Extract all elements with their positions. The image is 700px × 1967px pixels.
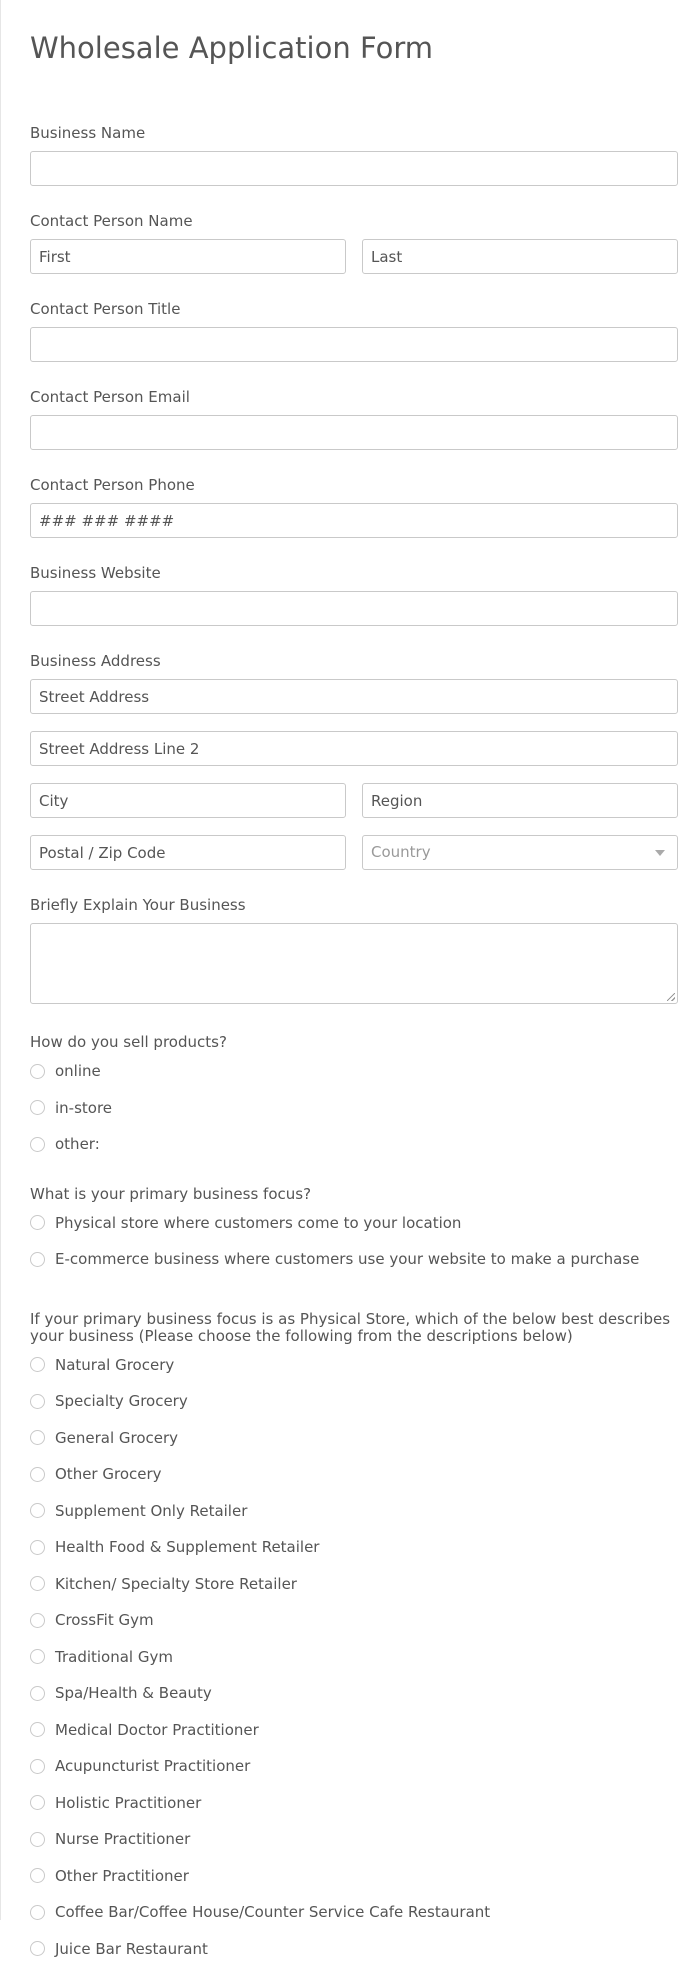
- postal-code-input[interactable]: [30, 835, 346, 870]
- radio-button[interactable]: [30, 1722, 45, 1737]
- store-type-option[interactable]: [30, 1347, 678, 1384]
- store-type-option[interactable]: [30, 1493, 678, 1530]
- store-type-option[interactable]: [30, 1894, 678, 1931]
- store-type-option[interactable]: [30, 1420, 678, 1457]
- radio-button[interactable]: [30, 1613, 45, 1628]
- radio-button[interactable]: [30, 1941, 45, 1956]
- contact-title-input[interactable]: [30, 327, 678, 362]
- radio-label: other:: [55, 1135, 100, 1153]
- store-type-option[interactable]: [30, 1931, 678, 1967]
- contact-phone-label: Contact Person Phone: [30, 475, 678, 495]
- store-type-option[interactable]: [30, 1529, 678, 1566]
- radio-button[interactable]: [30, 1832, 45, 1847]
- radio-label: Other Grocery: [55, 1465, 162, 1483]
- radio-label: online: [55, 1062, 101, 1080]
- radio-button[interactable]: [30, 1503, 45, 1518]
- business-address-label: Business Address: [30, 651, 678, 671]
- radio-button[interactable]: [30, 1064, 45, 1079]
- chevron-down-icon: [655, 850, 665, 856]
- country-select-value: Country: [371, 843, 431, 861]
- radio-label: Acupuncturist Practitioner: [55, 1757, 250, 1775]
- radio-label: Supplement Only Retailer: [55, 1502, 247, 1520]
- radio-button[interactable]: [30, 1905, 45, 1920]
- store-type-option[interactable]: [30, 1748, 678, 1785]
- primary-focus-label: What is your primary business focus?: [30, 1186, 678, 1203]
- radio-label: Kitchen/ Specialty Store Retailer: [55, 1575, 297, 1593]
- radio-button[interactable]: [30, 1759, 45, 1774]
- first-name-input[interactable]: [30, 239, 346, 274]
- radio-button[interactable]: [30, 1252, 45, 1267]
- region-input[interactable]: [362, 783, 678, 818]
- radio-label: Natural Grocery: [55, 1356, 174, 1374]
- radio-label: Coffee Bar/Coffee House/Counter Service Cafe Restaurant: [55, 1903, 490, 1921]
- store-type-option[interactable]: [30, 1639, 678, 1676]
- store-type-option[interactable]: [30, 1383, 678, 1420]
- radio-label: Traditional Gym: [55, 1648, 173, 1666]
- physical-store-type-field: [30, 1311, 678, 1967]
- radio-button[interactable]: [30, 1540, 45, 1555]
- store-type-option[interactable]: [30, 1712, 678, 1749]
- contact-title-label: Contact Person Title: [30, 299, 678, 319]
- radio-button[interactable]: [30, 1868, 45, 1883]
- physical-store-type-label: If your primary business focus is as Physical Store, which of the below best describes your business (Please choose the following from the descriptions below): [30, 1311, 678, 1345]
- radio-label: Holistic Practitioner: [55, 1794, 201, 1812]
- contact-name-row: [30, 239, 678, 274]
- contact-title-field: [30, 299, 678, 362]
- last-name-input[interactable]: [362, 239, 678, 274]
- radio-label: Specialty Grocery: [55, 1392, 188, 1410]
- business-name-field: [30, 123, 678, 186]
- radio-button[interactable]: [30, 1686, 45, 1701]
- radio-label: Nurse Practitioner: [55, 1830, 190, 1848]
- business-website-label: Business Website: [30, 563, 678, 583]
- radio-label: Juice Bar Restaurant: [55, 1940, 208, 1958]
- primary-focus-field: [30, 1186, 678, 1278]
- store-type-option[interactable]: [30, 1566, 678, 1603]
- contact-phone-field: [30, 475, 678, 538]
- street-address-input[interactable]: [30, 679, 678, 714]
- form-title: Wholesale Application Form: [30, 0, 678, 90]
- radio-label: General Grocery: [55, 1429, 178, 1447]
- radio-button[interactable]: [30, 1394, 45, 1409]
- radio-button[interactable]: [30, 1215, 45, 1230]
- store-type-option[interactable]: [30, 1602, 678, 1639]
- radio-label: CrossFit Gym: [55, 1611, 154, 1629]
- contact-email-field: [30, 387, 678, 450]
- explain-business-field: [30, 895, 678, 1004]
- wholesale-form: [1, 0, 678, 1967]
- store-type-option[interactable]: [30, 1821, 678, 1858]
- radio-button[interactable]: [30, 1357, 45, 1372]
- business-website-field: [30, 563, 678, 626]
- store-type-option[interactable]: [30, 1785, 678, 1822]
- radio-button[interactable]: [30, 1467, 45, 1482]
- postal-country-row: [30, 835, 678, 870]
- radio-button[interactable]: [30, 1576, 45, 1591]
- resize-grip-icon[interactable]: [667, 993, 675, 1001]
- radio-button[interactable]: [30, 1430, 45, 1445]
- radio-button[interactable]: [30, 1795, 45, 1810]
- business-website-input[interactable]: [30, 591, 678, 626]
- sell-products-field: [30, 1034, 678, 1163]
- country-select[interactable]: [362, 835, 678, 870]
- street-address-line2-input[interactable]: [30, 731, 678, 766]
- business-address-field: [30, 651, 678, 870]
- explain-business-label: Briefly Explain Your Business: [30, 895, 678, 915]
- store-type-option[interactable]: [30, 1456, 678, 1493]
- business-name-label: Business Name: [30, 123, 678, 143]
- contact-name-field: [30, 211, 678, 274]
- sell-products-options: [30, 1053, 678, 1163]
- focus-option-ecommerce[interactable]: [30, 1241, 678, 1278]
- store-type-option[interactable]: [30, 1858, 678, 1895]
- focus-option-physical-store[interactable]: [30, 1205, 678, 1242]
- business-name-input[interactable]: [30, 151, 678, 186]
- store-type-option[interactable]: [30, 1675, 678, 1712]
- sell-option-in-store[interactable]: [30, 1090, 678, 1127]
- contact-email-label: Contact Person Email: [30, 387, 678, 407]
- sell-products-label: How do you sell products?: [30, 1034, 678, 1051]
- radio-button[interactable]: [30, 1100, 45, 1115]
- radio-label: Medical Doctor Practitioner: [55, 1721, 259, 1739]
- city-region-row: [30, 783, 678, 818]
- contact-name-label: Contact Person Name: [30, 211, 678, 231]
- explain-business-textarea[interactable]: [30, 923, 678, 1004]
- sell-option-other[interactable]: [30, 1126, 678, 1163]
- sell-option-online[interactable]: [30, 1053, 678, 1090]
- contact-phone-input[interactable]: [30, 503, 678, 538]
- radio-label: Physical store where customers come to your location: [55, 1214, 461, 1232]
- radio-button[interactable]: [30, 1137, 45, 1152]
- radio-label: Spa/Health & Beauty: [55, 1684, 212, 1702]
- primary-focus-options: [30, 1205, 678, 1278]
- radio-label: in-store: [55, 1099, 112, 1117]
- radio-button[interactable]: [30, 1649, 45, 1664]
- physical-store-type-options: [30, 1347, 678, 1967]
- city-input[interactable]: [30, 783, 346, 818]
- contact-email-input[interactable]: [30, 415, 678, 450]
- radio-label: Health Food & Supplement Retailer: [55, 1538, 319, 1556]
- radio-label: Other Practitioner: [55, 1867, 189, 1885]
- radio-label: E-commerce business where customers use your website to make a purchase: [55, 1250, 639, 1268]
